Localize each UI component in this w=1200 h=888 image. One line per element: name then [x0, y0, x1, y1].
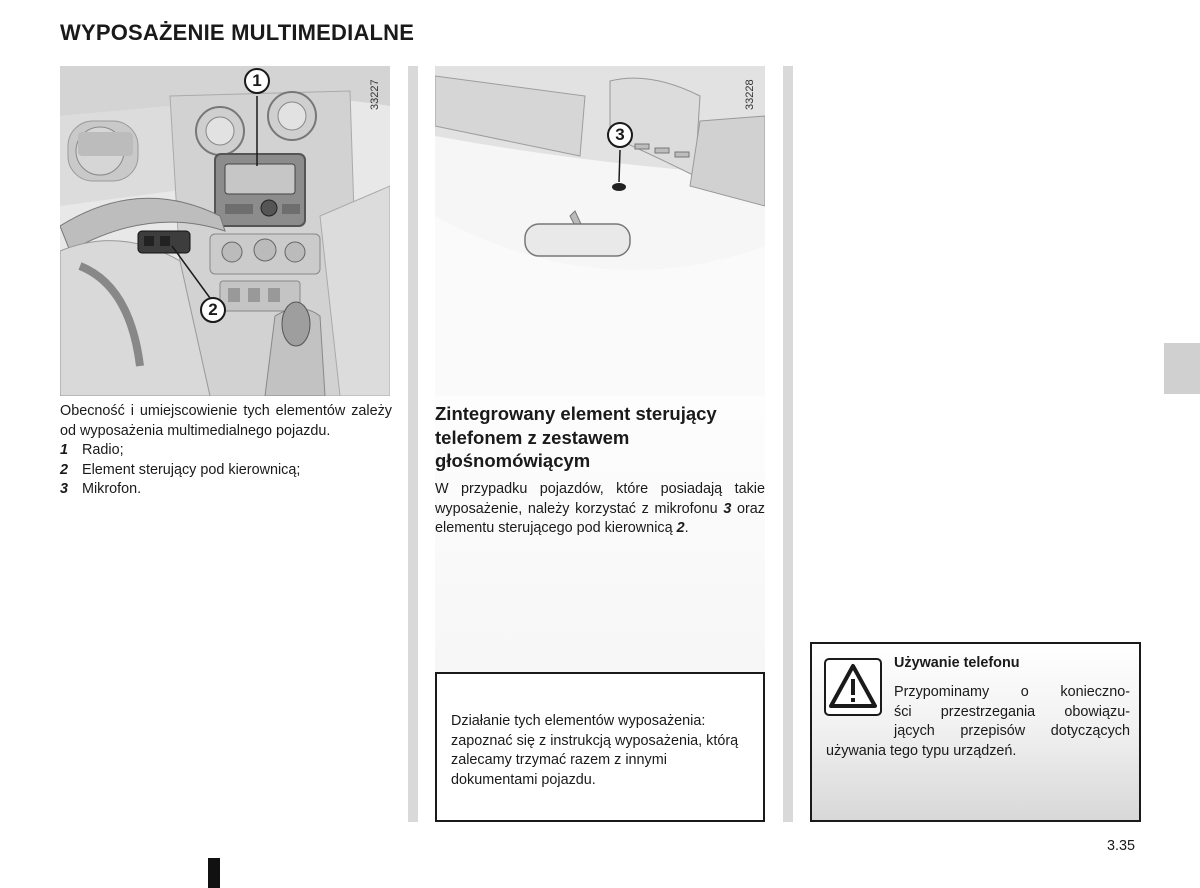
legend-text: Element sterujący pod kierownicą; [82, 461, 301, 478]
section-body-part: oraz elementu sterującego pod kierownicą [435, 500, 765, 536]
warning-line: używania tego typu urządzeń. [826, 742, 1017, 759]
callout-1: 1 [244, 68, 270, 94]
leader-line [435, 66, 765, 396]
figure-code-33228: 33228 [744, 79, 756, 110]
warning-text [826, 683, 1130, 761]
crop-mark [208, 858, 220, 888]
legend-number: 2 [60, 461, 69, 478]
legend-text: Radio; [82, 442, 124, 458]
warning-title: Używanie telefonu [894, 655, 1020, 671]
figure-legend [60, 402, 392, 500]
intro-text: Obecność i umiejscowienie tych elementów zależy od wyposażenia multimedialnego pojazdu. [60, 403, 392, 439]
leader-lines [60, 66, 390, 396]
legend-number: 3 [60, 481, 69, 497]
ceiling-illustration [435, 66, 765, 396]
info-box [435, 672, 765, 822]
info-text: Działanie tych elementów wyposażenia: zapoznać się z instrukcją wyposażenia, którą zalecamy trzymać razem z innymi dokumentami pojazdu. [451, 713, 739, 788]
legend-item [60, 441, 392, 461]
warning-line: Przypominamy o konieczno- [894, 684, 1130, 700]
callout-2: 2 [200, 297, 226, 323]
legend-text: Mikrofon. [82, 481, 142, 497]
page-number: 3.35 [1107, 838, 1136, 854]
warning-line: ści przestrzegania obowiązu- [894, 703, 1130, 720]
callout-3: 3 [607, 122, 633, 148]
warning-box [810, 642, 1141, 822]
microphone-reference: 3 [723, 500, 732, 517]
page-title: WYPOSAŻENIE MULTIMEDIALNE [60, 20, 415, 45]
dashboard-illustration [60, 66, 390, 396]
warning-line: jących przepisów dotyczących [894, 723, 1130, 739]
legend-item [60, 480, 392, 500]
section-body [435, 480, 765, 539]
control-reference: 2 [676, 520, 685, 536]
chapter-tab [1164, 343, 1200, 394]
section-body-part: W przypadku pojazdów, które posiadają takie wyposażenie, należy korzystać z mikrofonu [435, 481, 765, 517]
column-divider-right [783, 66, 793, 822]
legend-item [60, 461, 392, 481]
section-body-part: . [684, 520, 689, 536]
section-heading: Zintegrowany element sterujący telefonem z zestawem głośnomówiącym [435, 403, 717, 471]
figure-code-33227: 33227 [369, 79, 381, 110]
column-divider-left [408, 66, 418, 822]
legend-number: 1 [60, 442, 69, 458]
